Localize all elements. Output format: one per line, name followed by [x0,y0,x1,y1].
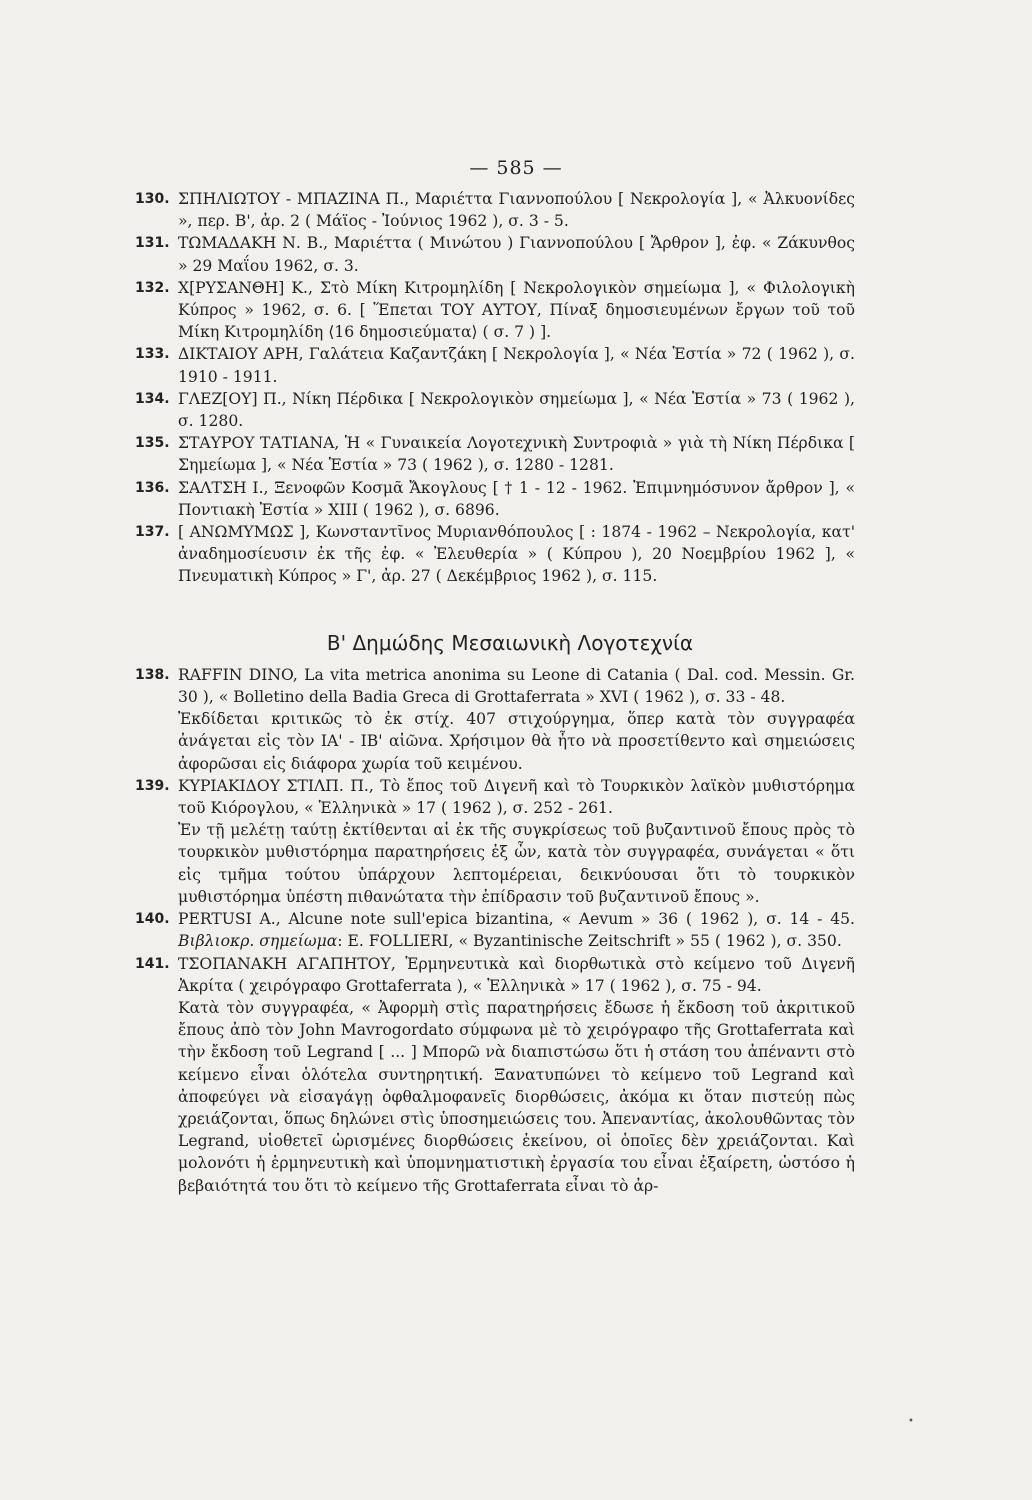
entry-text: Χ[ΡΥΣΑΝΘΗ] Κ., Στὸ Μίκη Κιτρομηλίδη [ Νεκρολογικὸν σημείωμα ], « Φιλολογικὴ Κύπρος » 1962, σ. 6. [ Ἕπεται ΤΟΥ ΑΥΤΟΥ, Πίναξ δημοσιευμένων ἔργων τοῦ τοῦ Μίκη Κιτρομηλίδη ⟨16 δημοσιεύματα⟩ ( σ. 7 ) ]. [178,278,855,342]
entry-number: 132. [135,279,170,296]
entry-text: ΤΣΟΠΑΝΑΚΗ ΑΓΑΠΗΤΟΥ, Ἑρμηνευτικὰ καὶ διορθωτικὰ στὸ κείμενο τοῦ Διγενῆ Ἀκρίτα ( χειρόγραφο Grottaferrata ), « Ἑλληνικὰ » 17 ( 1962 ), σ. 75 - 94. [178,954,855,995]
entry-text: ΣΤΑΥΡΟΥ ΤΑΤΙΑΝΑ, Ἡ « Γυναικεία Λογοτεχνικὴ Συντροφιὰ » γιὰ τὴ Νίκη Πέρδικα [ Σημείωμα ], « Νέα Ἑστία » 73 ( 1962 ), σ. 1280 - 1281. [178,434,855,475]
entry-commentary: Ἐκδίδεται κριτικῶς τὸ ἐκ στίχ. 407 στιχούργημα, ὅπερ κατὰ τὸν συγγραφέα ἀνάγεται εἰς τὸν ΙΑ' - ΙΒ' αἰῶνα. Χρήσιμον θὰ ἦτο νὰ προσετίθεντο καὶ σημειώσεις ἀφορῶσαι εἰς διάφορα χωρία τοῦ κειμένου. [178,710,855,773]
entry-number: 130. [135,191,170,207]
entry-134 [135,388,855,432]
entry-number: 131. [135,235,170,252]
page-number: — 585 — [469,157,563,179]
entry-text [178,908,855,952]
entry-number: 141. [135,955,170,972]
entry-number: 136. [135,479,170,496]
entry-131 [135,232,855,276]
entry-138 [135,664,855,775]
entry-number: 134. [135,390,170,407]
entry-number: 138. [135,666,170,683]
page-content [135,188,855,1197]
entry-130 [135,188,855,232]
entry-133 [135,343,855,387]
entry-commentary: Ἐν τῇ μελέτῃ ταύτῃ ἐκτίθενται αἱ ἐκ τῆς συγκρίσεως τοῦ βυζαντινοῦ ἔπους πρὸς τὸ τουρκικὸν μυθιστόρημα παρατηρήσεις ἐξ ὧν, κατὰ τὸν συγγραφέα, συνάγεται « ὅτι εἰς τμῆμα τούτου ὑπάρχουν λεπτομέρειαι, δεικνύουσαι ὅτι τὸ τουρκικὸν μυθιστόρημα ὑπέστη πιθανώτατα τὴν ἐπίδρασιν τοῦ βυζαντινοῦ ἔπους ». [178,821,855,906]
entry-140 [135,908,855,952]
section-heading: Β' Δημώδης Μεσαιωνικὴ Λογοτεχνία [326,630,694,655]
entry-139 [135,775,855,908]
entry-132 [135,277,855,344]
entry-number: 137. [135,524,170,541]
stray-mark: • [908,1416,914,1427]
entry-136 [135,477,855,521]
entry-number: 139. [135,777,170,794]
entry-text: ΓΛΕΖ[ΟΥ] Π., Νίκη Πέρδικα [ Νεκρολογικὸν σημείωμα ], « Νέα Ἑστία » 73 ( 1962 ), σ. 1280. [178,389,855,431]
entry-137 [135,521,855,588]
entry-141 [135,953,855,1197]
entry-135 [135,432,855,476]
entry-text-part: : E. FOLLIERI, « Byzantinische Zeitschrift » 55 ( 1962 ), σ. 350. [337,932,842,951]
entry-text-part: PERTUSI A., Alcune note sull'epica bizantina, « Aevum » 36 ( 1962 ), σ. 14 - 45. [178,910,855,929]
entry-text: ΔΙΚΤΑΙΟΥ ΑΡΗ, Γαλάτεια Καζαντζάκη [ Νεκρολογία ], « Νέα Ἑστία » 72 ( 1962 ), σ. 1910 - 1911. [178,345,855,386]
entry-text: RAFFIN DINO, La vita metrica anonima su Leone di Catania ( Dal. cod. Messin. Gr. 30 ), « Bolletino della Badia Greca di Grottaferrata » XVI ( 1962 ), σ. 33 - 48. [178,665,855,707]
entry-number: 133. [135,346,170,363]
entry-text: [ ΑΝΩΜΥΜΩΣ ], Κωνσταντῖνος Μυριανθόπουλος [ : 1874 - 1962 – Νεκρολογία, κατ' ἀναδημοσίευσιν ἐκ τῆς ἐφ. « Ἐλευθερία » ( Κύπρου ), 20 Νοεμβρίου 1962 ], « Πνευματικὴ Κύπρος » Γ', ἀρ. 27 ( Δεκέμβριος 1962 ), σ. 115. [178,523,855,586]
entry-number: 135. [135,435,170,452]
entry-number: 140. [135,911,170,928]
entry-text-italic: Βιβλιοκρ. σημείωμα [178,932,338,951]
entry-text: ΚΥΡΙΑΚΙΔΟΥ ΣΤΙΛΠ. Π., Τὸ ἔπος τοῦ Διγενῆ καὶ τὸ Τουρκικὸν λαϊκὸν μυθιστόρημα τοῦ Κιόρογλου, « Ἑλληνικὰ » 17 ( 1962 ), σ. 252 - 261. [178,776,855,818]
entry-text: ΣΠΗΛΙΩΤΟΥ - ΜΠΑΖΙΝΑ Π., Μαριέττα Γιαννοπούλου [ Νεκρολογία ], « Ἀλκυονίδες », περ. Β', ἀρ. 2 ( Μάϊος - Ἰούνιος 1962 ), σ. 3 - 5. [178,190,855,231]
entry-text: ΤΩΜΑΔΑΚΗ Ν. Β., Μαριέττα ( Μινώτου ) Γιαννοπούλου [ Ἄρθρον ], ἐφ. « Ζάκυνθος » 29 Μαΐου 1962, σ. 3. [178,234,855,275]
entry-commentary: Κατὰ τὸν συγγραφέα, « Ἀφορμὴ στὶς παρατηρήσεις ἔδωσε ἡ ἔκδοση τοῦ ἀκριτικοῦ ἔπους ἀπὸ τὸν John Mavrogordato σύμφωνα μὲ τὸ χειρόγραφο τῆς Grottaferrata καὶ τὴν ἔκδοση τοῦ Legrand [ ... ] Μπορῶ νὰ διαπιστώσω ὅτι ἡ στάση του ἀπέναντι στὸ κείμενο εἶναι ὁλότελα συντηρητική. Ξανατυπώνει τὸ κείμενο τοῦ Legrand καὶ ἀποφεύγει νὰ εἰσαγάγῃ ὀφθαλμοφανεῖς διορθώσεις, ἀκόμα κι ὅταν πιστεύῃ πὼς χρειάζονται, ὅπως δηλώνει στὶς ὑποσημειώσεις του. Ἀπεναντίας, ἀκολουθῶντας τὸν Legrand, υἱοθετεῖ ὡρισμένες διορθώσεις ἐκείνου, οἱ ὁποῖες δὲν χρειάζονται. Καὶ μολονότι ἡ ἑρμηνευτικὴ καὶ ὑπομνηματιστικὴ ἐργασία του εἶναι ἐξαίρετη, ὡστόσο ἡ βεβαιότητά του ὅτι τὸ κείμενο τῆς Grottaferrata εἶναι τὸ ἀρ- [178,998,855,1195]
entry-text: ΣΑΛΤΣΗ Ι., Ξενοφῶν Κοσμᾶ Ἄκογλους [ † 1 - 12 - 1962. Ἐπιμνημόσυνον ἄρθρον ], « Ποντιακὴ Ἑστία » XIII ( 1962 ), σ. 6896. [178,478,855,519]
